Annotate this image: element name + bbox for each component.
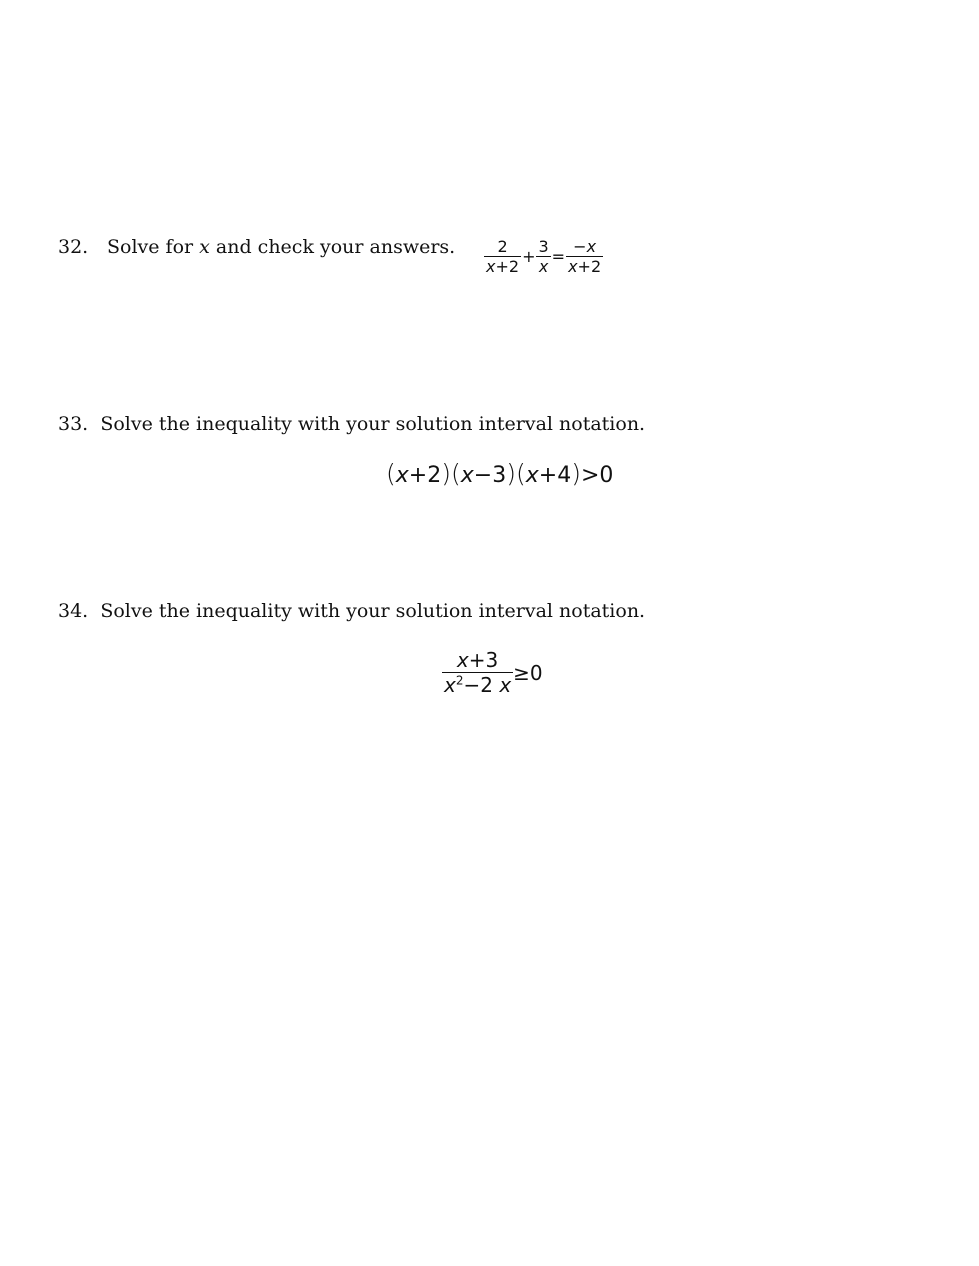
denominator: x+2 xyxy=(486,257,520,276)
problem-32 xyxy=(58,236,455,258)
instruction-text: Solve the inequality with your solution interval notation. xyxy=(100,600,646,622)
instruction-text-end: and check your answers. xyxy=(209,236,456,258)
rational-expression xyxy=(442,648,513,697)
fraction-1 xyxy=(484,237,521,276)
plus-operator: + xyxy=(522,247,536,266)
problem-33 xyxy=(58,413,645,435)
factor-rest: +2 xyxy=(408,463,442,488)
fraction-3 xyxy=(566,237,603,276)
factor-var: x xyxy=(525,463,539,488)
numerator: −x xyxy=(573,237,597,256)
relation: >0 xyxy=(581,463,614,488)
inequality-33: (x+2)(x−3)(x+4)>0 xyxy=(386,459,614,488)
relation: ≥0 xyxy=(513,660,543,685)
numerator: 2 xyxy=(497,237,508,256)
inequality-34 xyxy=(442,648,543,697)
fraction-2 xyxy=(536,237,550,276)
instruction-text: Solve for xyxy=(107,236,200,258)
instruction-text: Solve the inequality with your solution interval notation. xyxy=(100,413,646,435)
numerator: x+3 xyxy=(456,648,499,672)
equals-operator: = xyxy=(551,247,566,266)
factor-rest: +4 xyxy=(538,463,572,488)
denominator: $x^2-2$ x xyxy=(444,673,512,697)
numerator: 3 xyxy=(538,237,549,256)
equation-32 xyxy=(484,237,603,276)
variable: x xyxy=(199,236,210,258)
denominator: x xyxy=(538,257,549,276)
problem-number: 32. xyxy=(58,236,89,258)
problem-34 xyxy=(58,600,645,622)
problem-number: 34. xyxy=(58,600,89,622)
factor-rest: −3 xyxy=(473,463,507,488)
denominator: x+2 xyxy=(568,257,602,276)
factor-var: x xyxy=(460,463,474,488)
problem-number: 33. xyxy=(58,413,89,435)
factor-var: x xyxy=(395,463,409,488)
